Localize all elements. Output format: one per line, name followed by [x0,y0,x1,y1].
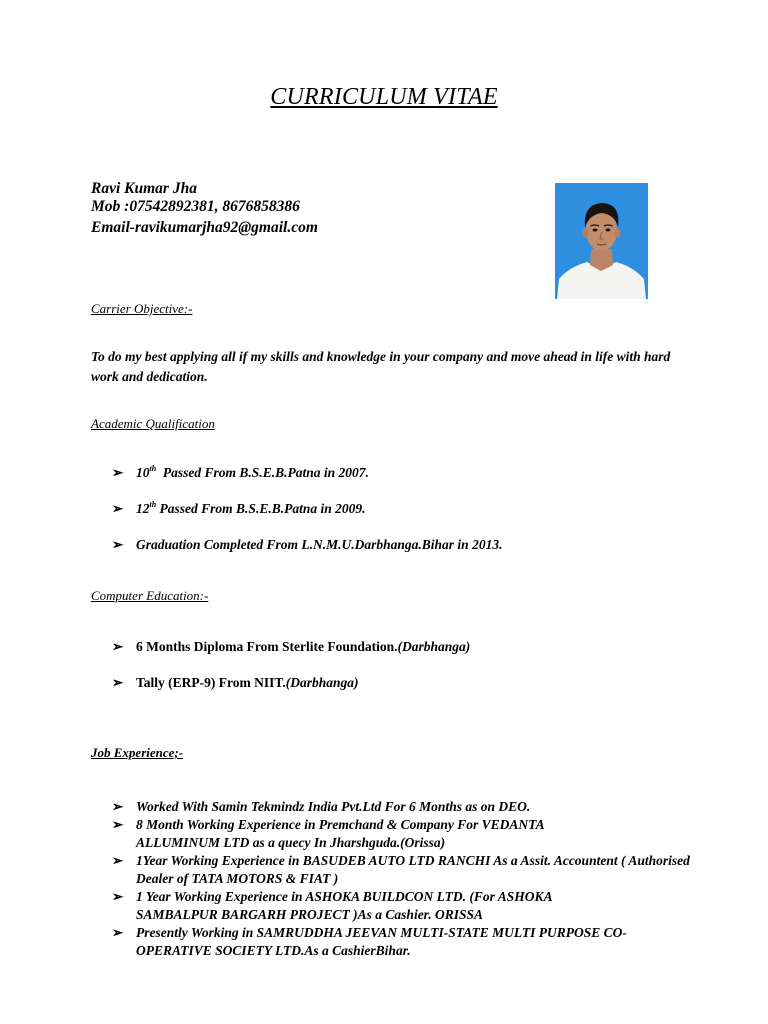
arrow-bullet-icon: ➢ [112,639,124,654]
academic-heading: Academic Qualification [91,416,215,431]
computer-item: ➢ Tally (ERP-9) From NIIT.(Darbhanga) [112,675,359,690]
academic-item: ➢ Graduation Completed From L.N.M.U.Darbhanga.Bihar in 2013. [112,537,503,552]
arrow-bullet-icon: ➢ [112,925,124,940]
arrow-bullet-icon: ➢ [112,465,124,480]
person-photo [555,183,648,299]
arrow-bullet-icon: ➢ [112,889,124,904]
arrow-bullet-icon: ➢ [112,799,124,814]
objective-heading: Carrier Objective:- [91,301,193,316]
computer-item: ➢ 6 Months Diploma From Sterlite Foundation.(Darbhanga) [112,639,471,654]
job-item: ➢ 1 Year Working Experience in ASHOKA BUILDCON LTD. (For ASHOKA SAMBALPUR BARGARH PROJECT )As a Cashier. ORISSA [112,889,552,922]
email-address: Email-ravikumarjha92@gmail.com [91,219,318,236]
candidate-name: Ravi Kumar Jha [91,180,197,197]
arrow-bullet-icon: ➢ [112,501,124,516]
arrow-bullet-icon: ➢ [112,537,124,552]
job-experience-heading: Job Experience;- [91,745,184,760]
job-item: ➢ Presently Working in SAMRUDDHA JEEVAN MULTI-STATE MULTI PURPOSE CO-OPERATIVE SOCIETY LTD.As a CashierBihar. [112,925,627,958]
job-item: ➢ 1Year Working Experience in BASUDEB AUTO LTD RANCHI As a Assit. Accountent ( Authorised Dealer of TATA MOTORS & FIAT ) [112,853,690,886]
job-item: ➢ Worked With Samin Tekmindz India Pvt.Ltd For 6 Months as on DEO. [112,799,531,814]
academic-item: ➢ 10th Passed From B.S.E.B.Patna in 2007. [112,464,369,480]
objective-text: To do my best applying all if my skills and knowledge in your company and move ahead in life with hard work and dedication. [91,349,671,384]
job-item: ➢ 8 Month Working Experience in Premchand & Company For VEDANTA ALLUMINUM LTD as a quecy In Jharshguda.(Orissa) [112,817,544,850]
arrow-bullet-icon: ➢ [112,675,124,690]
arrow-bullet-icon: ➢ [112,817,124,832]
computer-education-heading: Computer Education:- [91,588,209,603]
arrow-bullet-icon: ➢ [112,853,124,868]
person-photo-icon [555,183,648,299]
document-title: CURRICULUM VITAE [270,84,498,110]
academic-item: ➢ 12th Passed From B.S.E.B.Patna in 2009. [112,500,366,516]
mobile-numbers: Mob :07542892381, 8676858386 [91,198,300,215]
